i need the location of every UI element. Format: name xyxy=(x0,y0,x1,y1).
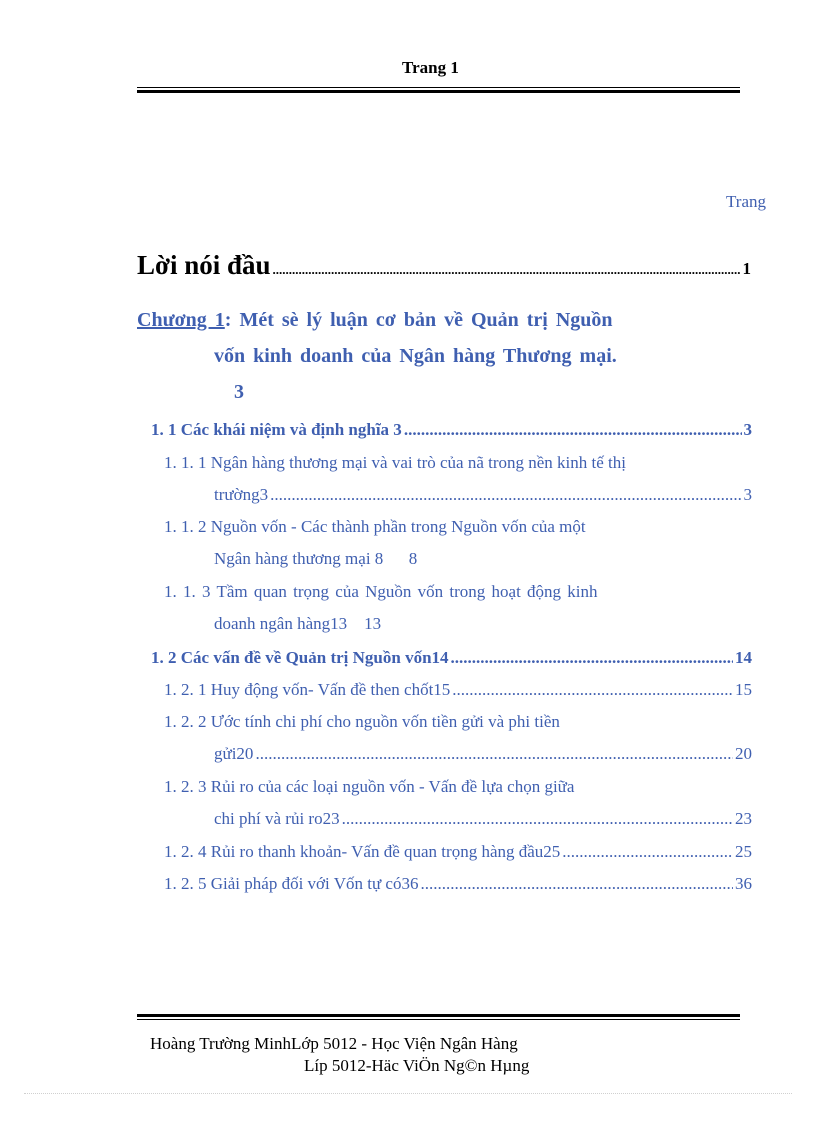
toc-subsection-1-1-2-line-2: Ngân hàng thương mại 8 8 xyxy=(214,549,418,568)
toc-subsection-title: trường3 xyxy=(214,485,269,504)
toc-subsection-1-2-3-line-1[interactable]: 1. 2. 3 Rủi ro của các loại nguồn vốn - Vấn đề lựa chọn giữa xyxy=(164,777,575,796)
header-rule-top xyxy=(137,87,740,88)
footer-institution-line: Líp 5012-Häc ViÖn Ng©n Hµng xyxy=(304,1056,530,1075)
toc-subsection-1-1-1-line-1[interactable]: 1. 1. 1 Ngân hàng thương mại và vai trò của nã trong nền kinh tế thị xyxy=(164,453,626,472)
toc-section-1-2[interactable] xyxy=(151,648,752,668)
toc-section-page: 14 xyxy=(735,648,752,667)
toc-section-title: 1. 2 Các vấn đề về Quản trị Nguồn vốn14 xyxy=(151,648,449,667)
toc-subsection-1-2-1[interactable] xyxy=(164,680,752,700)
toc-chapter-1-line-2: vốn kinh doanh của Ngân hàng Thương mại. xyxy=(214,345,617,367)
chapter-separator: : xyxy=(224,309,232,331)
toc-subsection-title: chi phí và rủi ro23 xyxy=(214,809,340,828)
toc-section-page: 3 xyxy=(743,420,752,439)
footer-rule-bottom xyxy=(137,1019,740,1020)
toc-subsection-page: 3 xyxy=(743,485,752,504)
toc-intro[interactable] xyxy=(137,250,751,281)
toc-subsection-1-1-2-line-1[interactable]: 1. 1. 2 Nguồn vốn - Các thành phần trong Nguồn vốn của một xyxy=(164,517,586,536)
toc-subsection-title: 1. 2. 4 Rủi ro thanh khoản- Vấn đề quan trọng hàng đầu25 xyxy=(164,842,561,861)
toc-intro-title: Lời nói đầu xyxy=(137,250,271,280)
toc-subsection-1-2-2-line-1[interactable]: 1. 2. 2 Ước tính chi phí cho nguồn vốn tiền gửi và phi tiền xyxy=(164,712,560,731)
toc-subsection-title: gửi20 xyxy=(214,744,254,763)
footer-rule-top xyxy=(137,1014,740,1017)
toc-subsection-page: 20 xyxy=(735,744,752,763)
toc-subsection-1-2-4[interactable] xyxy=(164,842,752,862)
toc-subsection-1-2-3-line-2[interactable] xyxy=(214,809,752,829)
toc-subsection-page: 36 xyxy=(735,874,752,893)
toc-subsection-1-1-1-line-2[interactable] xyxy=(214,485,752,505)
toc-section-1-1[interactable] xyxy=(151,420,752,440)
toc-subsection-1-2-2-line-2[interactable] xyxy=(214,744,752,764)
chapter-title-line-1: Mét sè lý luận cơ bản về Quản trị Nguồn xyxy=(231,309,613,331)
chapter-prefix: Chương 1 xyxy=(137,309,225,331)
toc-subsection-1-1-3-line-2: doanh ngân hàng13 13 xyxy=(214,614,382,633)
toc-chapter-1-page: 3 xyxy=(234,381,244,403)
toc-subsection-1-1-3-line-1[interactable]: 1. 1. 3 Tầm quan trọng của Nguồn vốn trong hoạt động kinh xyxy=(164,582,598,601)
toc-intro-page: 1 xyxy=(742,259,751,278)
toc-chapter-1-line-1[interactable] xyxy=(137,309,613,332)
toc-subsection-page: 23 xyxy=(735,809,752,828)
footer-author-line: Hoàng Trường MinhLớp 5012 - Học Viện Ngân Hàng xyxy=(150,1034,518,1053)
toc-subsection-1-2-5[interactable] xyxy=(164,874,752,894)
page-header-label: Trang 1 xyxy=(402,58,459,77)
trang-column-label: Trang xyxy=(726,192,766,211)
toc-section-title: 1. 1 Các khái niệm và định nghĩa 3 xyxy=(151,420,402,439)
header-rule-bottom xyxy=(137,90,740,93)
page-bottom-border xyxy=(24,1093,792,1094)
toc-subsection-title: 1. 2. 1 Huy động vốn- Vấn đề then chốt15 xyxy=(164,680,451,699)
toc-subsection-title: 1. 2. 5 Giải pháp đối với Vốn tự có36 xyxy=(164,874,419,893)
toc-subsection-page: 15 xyxy=(735,680,752,699)
toc-subsection-page: 25 xyxy=(735,842,752,861)
